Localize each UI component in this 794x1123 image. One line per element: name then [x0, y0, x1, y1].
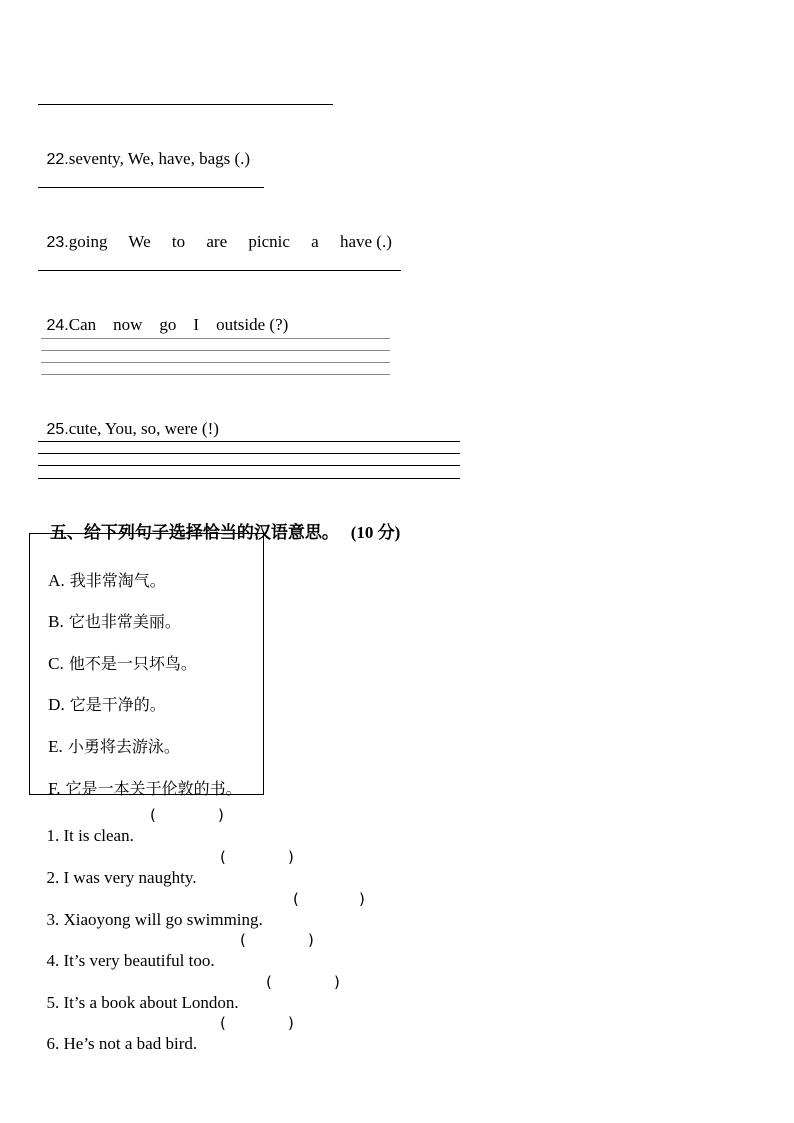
option-letter: F.: [48, 779, 61, 798]
option-b: [38, 592, 181, 632]
matching-text: 6. He’s not a bad bird.: [46, 1034, 198, 1053]
option-letter: D.: [48, 695, 65, 714]
answer-paren-open[interactable]: (: [220, 848, 226, 866]
matching-text: 5. It’s a book about London.: [46, 993, 239, 1012]
option-text: 他不是一只坏鸟。: [68, 654, 197, 673]
answer-line[interactable]: [38, 104, 333, 105]
section-title-text: 五、给下列句子选择恰当的汉语意思。: [49, 523, 339, 543]
matching-question-4: [38, 931, 215, 971]
question-22: [38, 129, 250, 170]
matching-text: 1. It is clean.: [46, 826, 134, 845]
answer-paren-open[interactable]: (: [220, 1014, 226, 1032]
question-number: 24.: [46, 317, 69, 334]
option-c: [38, 634, 197, 674]
question-text: cute, You, so, were (!): [68, 419, 219, 438]
writing-line[interactable]: [38, 441, 460, 442]
answer-paren-close[interactable]: ): [288, 1014, 294, 1032]
answer-paren-close[interactable]: ): [308, 931, 314, 949]
option-a: [38, 551, 166, 591]
answer-line[interactable]: [38, 270, 401, 271]
answer-line[interactable]: [38, 187, 264, 188]
question-24: [38, 295, 288, 336]
matching-text: 4. It’s very beautiful too.: [46, 951, 215, 970]
option-text: 它也非常美丽。: [68, 612, 181, 631]
option-text: 它是一本关于伦敦的书。: [65, 779, 242, 798]
writing-line[interactable]: [41, 338, 390, 339]
answer-paren-open[interactable]: (: [150, 806, 156, 824]
option-text: 我非常淘气。: [69, 571, 166, 590]
option-text: 它是干净的。: [69, 695, 166, 714]
answer-paren-open[interactable]: (: [293, 890, 299, 908]
question-text: going We to are picnic a have (.): [68, 232, 392, 251]
option-letter: A.: [48, 571, 65, 590]
option-text: 小勇将去游泳。: [67, 737, 180, 756]
matching-question-1: [38, 806, 134, 846]
matching-question-6: [38, 1014, 197, 1054]
question-text: Can now go I outside (?): [68, 315, 289, 334]
option-letter: B.: [48, 612, 64, 631]
answer-paren-close[interactable]: ): [359, 890, 365, 908]
question-text: seventy, We, have, bags (.): [68, 149, 251, 168]
matching-question-5: [38, 973, 239, 1013]
section-score: (10 分): [350, 523, 401, 542]
option-letter: E.: [48, 737, 63, 756]
question-25: [38, 399, 219, 440]
option-letter: C.: [48, 654, 64, 673]
question-number: 25.: [46, 421, 69, 438]
matching-text: 2. I was very naughty.: [46, 868, 197, 887]
writing-line[interactable]: [41, 374, 390, 375]
answer-paren-close[interactable]: ): [218, 806, 224, 824]
answer-paren-close[interactable]: ): [334, 973, 340, 991]
writing-line[interactable]: [38, 453, 460, 454]
writing-line[interactable]: [41, 362, 390, 363]
answer-paren-open[interactable]: (: [240, 931, 246, 949]
answer-paren-close[interactable]: ): [288, 848, 294, 866]
question-23: [38, 212, 392, 253]
writing-line[interactable]: [38, 478, 460, 479]
question-number: 23.: [46, 234, 69, 251]
question-number: 22.: [46, 151, 69, 168]
matching-question-2: [38, 848, 196, 888]
option-d: [38, 675, 166, 715]
answer-paren-open[interactable]: (: [266, 973, 272, 991]
matching-question-3: [38, 890, 263, 930]
option-f: [38, 759, 242, 799]
option-e: [38, 717, 180, 757]
writing-line[interactable]: [38, 465, 460, 466]
matching-text: 3. Xiaoyong will go swimming.: [46, 910, 263, 929]
writing-line[interactable]: [41, 350, 390, 351]
